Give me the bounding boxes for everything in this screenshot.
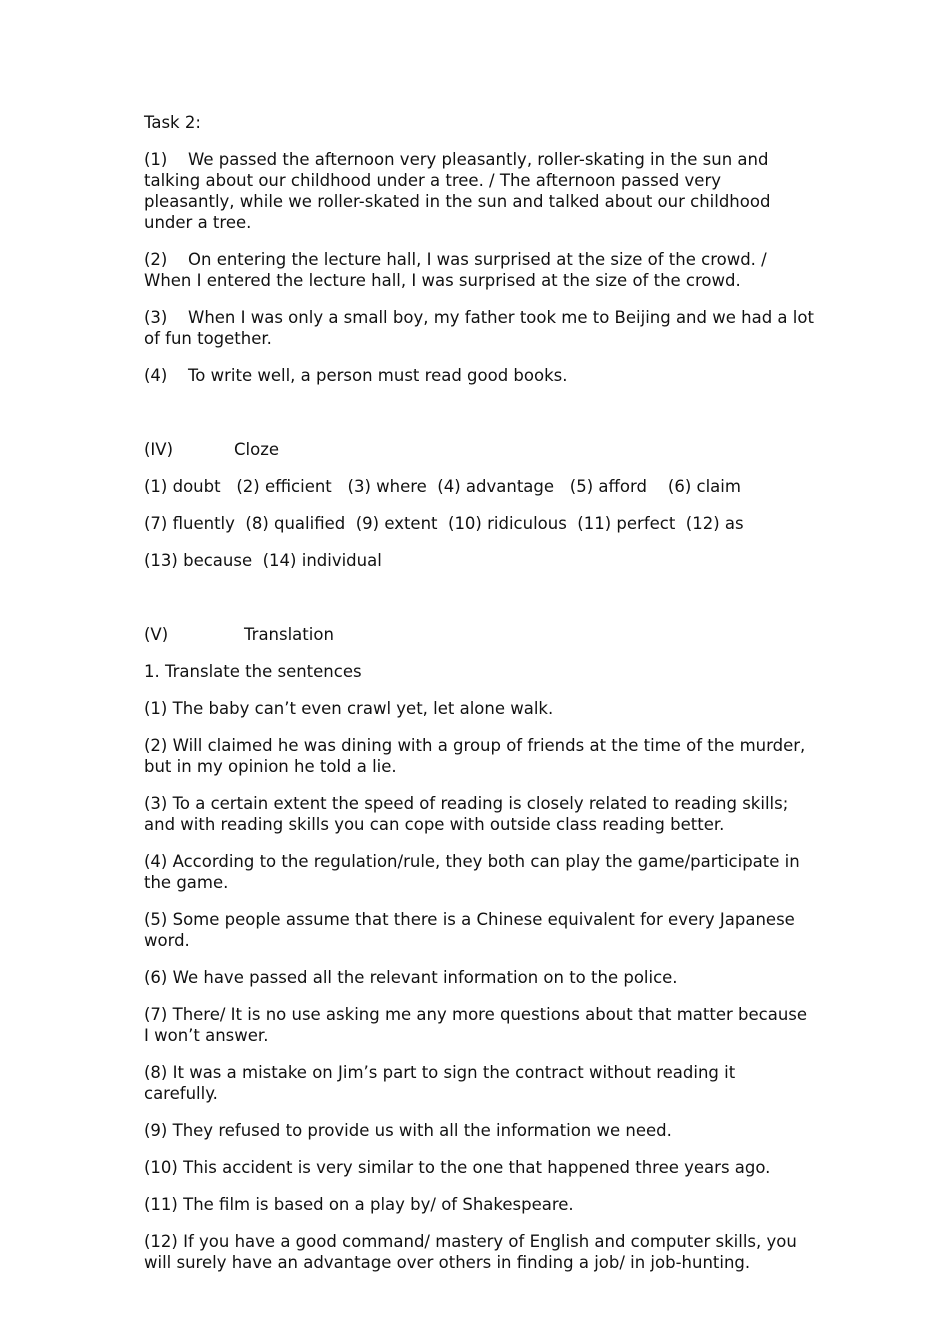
item-text: When I was only a small boy, my father took me to Beijing and we had a lot of fun together.: [144, 308, 814, 348]
section-title: Translation: [244, 625, 334, 644]
translation-item: (1) The baby can’t even crawl yet, let alone walk.: [144, 699, 554, 718]
task2-item: [144, 365, 814, 386]
item-text: We passed the afternoon very pleasantly, roller-skating in the sun and talking about our childhood under a tree. / The afternoon passed very pleasantly, while we roller-skated in the sun and talked about our childhood under a tree.: [144, 150, 771, 232]
cloze-answer-line: (1) doubt (2) efficient (3) where (4) advantage (5) afford (6) claim: [144, 477, 741, 496]
document-page: [144, 112, 814, 1289]
cloze-heading: [144, 439, 814, 460]
item-text: To write well, a person must read good books.: [188, 366, 568, 385]
item-number: (4): [144, 366, 168, 385]
translation-subheading: 1. Translate the sentences: [144, 662, 362, 681]
section-gap: [144, 402, 814, 439]
cloze-answer-line: (7) fluently (8) qualified (9) extent (10) ridiculous (11) perfect (12) as: [144, 514, 744, 533]
item-number: (2): [144, 250, 168, 269]
section-title: Cloze: [234, 440, 280, 459]
translation-item: (10) This accident is very similar to the one that happened three years ago.: [144, 1158, 771, 1177]
translation-item: (9) They refused to provide us with all the information we need.: [144, 1121, 672, 1140]
translation-item: (6) We have passed all the relevant information on to the police.: [144, 968, 678, 987]
translation-item: (2) Will claimed he was dining with a group of friends at the time of the murder, but in my opinion he told a lie.: [144, 736, 806, 776]
task2-item: [144, 307, 814, 349]
section-gap: [144, 587, 814, 624]
translation-item: (8) It was a mistake on Jim’s part to sign the contract without reading it carefully.: [144, 1063, 736, 1103]
section-number: (V): [144, 625, 169, 644]
translation-item: (11) The film is based on a play by/ of Shakespeare.: [144, 1195, 574, 1214]
translation-item: (12) If you have a good command/ mastery of English and computer skills, you will surely have an advantage over others in finding a job/ in job-hunting.: [144, 1232, 797, 1272]
item-number: (3): [144, 308, 168, 327]
task2-item: [144, 249, 814, 291]
cloze-answer-line: (13) because (14) individual: [144, 551, 382, 570]
translation-item: (5) Some people assume that there is a Chinese equivalent for every Japanese word.: [144, 910, 795, 950]
translation-item: (3) To a certain extent the speed of reading is closely related to reading skills; and with reading skills you can cope with outside class reading better.: [144, 794, 789, 834]
section-number: (IV): [144, 440, 174, 459]
translation-heading: [144, 624, 814, 645]
task2-heading: Task 2:: [144, 113, 201, 132]
task2-item: [144, 149, 814, 233]
item-number: (1): [144, 150, 168, 169]
translation-item: (7) There/ It is no use asking me any more questions about that matter because I won’t answer.: [144, 1005, 808, 1045]
translation-item: (4) According to the regulation/rule, they both can play the game/participate in the game.: [144, 852, 800, 892]
item-text: On entering the lecture hall, I was surprised at the size of the crowd. / When I entered the lecture hall, I was surprised at the size of the crowd.: [144, 250, 767, 290]
